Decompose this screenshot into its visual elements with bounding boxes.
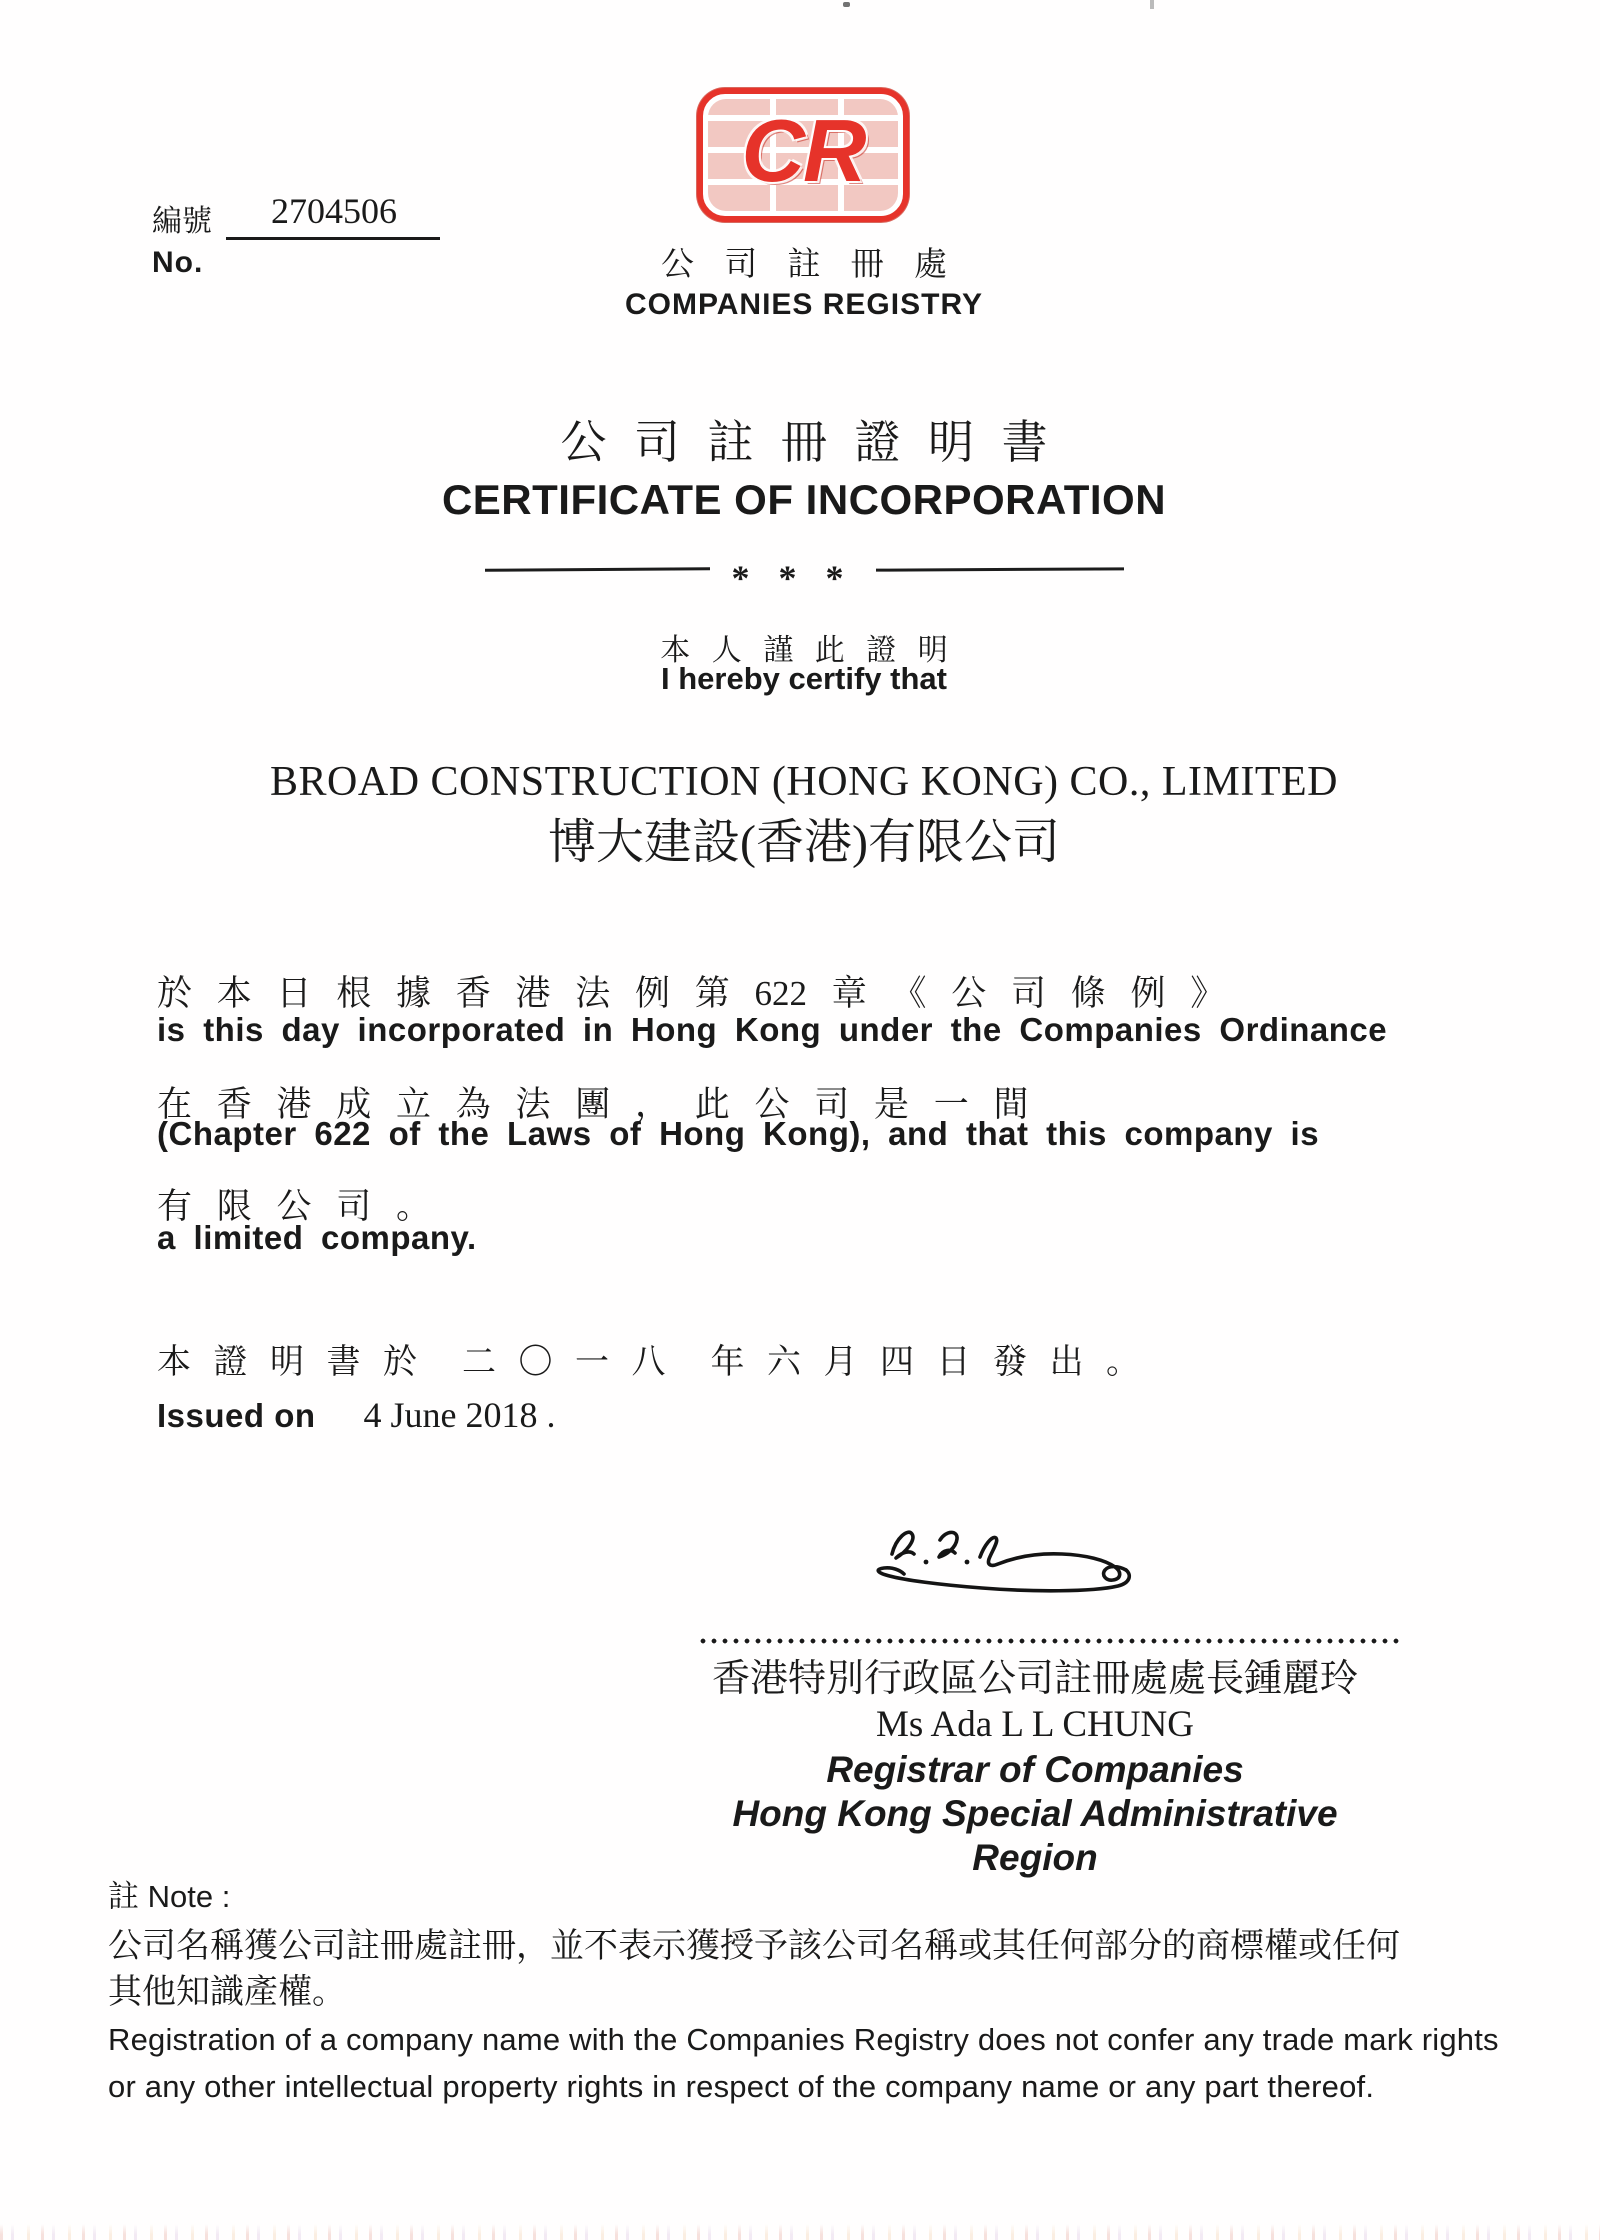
registrar-signature-image <box>862 1520 1148 1602</box>
issued-on-label: Issued on <box>157 1397 316 1434</box>
divider-line-right <box>875 567 1123 571</box>
certify-statement-cn: 本 人 謹 此 證 明 <box>660 634 948 667</box>
body-paragraph-1-en: is this day incorporated in Hong Kong under the Companies Ordinance <box>157 1011 1388 1048</box>
body-paragraph-3-cn: 有 限 公 司 。 <box>157 1187 432 1226</box>
title-divider <box>8 548 1600 598</box>
companies-registry-logo <box>697 88 909 222</box>
note-cn-line2: 其他知識產權。 <box>108 1974 346 2011</box>
certificate-title-cn: 公 司 註 冊 證 明 書 <box>560 417 1048 468</box>
scan-speck <box>1150 0 1154 9</box>
logo-brick-background <box>708 99 898 211</box>
divider-stars: * * * <box>731 558 854 598</box>
body-paragraph-1-cn: 於 本 日 根 據 香 港 法 例 第 622 章 《 公 司 條 例 》 <box>157 974 1226 1013</box>
cr-logo-letters: CR <box>741 101 865 200</box>
note-cn-line1: 公司名稱獲公司註冊處註冊，並不表示獲授予該公司名稱或其任何部分的商標權或任何 <box>108 1928 1400 1965</box>
body-paragraph-2-cn: 在 香 港 成 立 為 法 團 ， 此 公 司 是 一 間 <box>157 1085 1029 1124</box>
company-name-cn: 博大建設(香港)有限公司 <box>548 816 1060 869</box>
registrar-title-en: Registrar of Companies <box>826 1749 1244 1790</box>
issued-statement-cn: 本 證 明 書 於 二 〇 一 八 年 六 月 四 日 發 出 。 <box>157 1344 1140 1381</box>
certificate-title-en: CERTIFICATE OF INCORPORATION <box>441 476 1167 523</box>
registrar-region: Hong Kong Special Administrative Region <box>732 1793 1338 1878</box>
signature-dotted-line <box>698 1638 1400 1644</box>
certificate-number: 2704506 <box>271 191 397 231</box>
note-label: 註 Note : <box>108 1879 231 1914</box>
scan-speck <box>843 2 850 7</box>
signatory-block <box>685 1656 1385 1880</box>
registry-name-cn: 公 司 註 冊 處 <box>661 247 947 283</box>
registrar-name: Ms Ada L L CHUNG <box>876 1704 1194 1745</box>
registrar-title-cn: 香港特別行政區公司註冊處處長鍾麗玲 <box>711 1658 1358 1700</box>
scan-edge-noise-band <box>0 2224 1600 2240</box>
note-block <box>108 1876 1528 2110</box>
number-label-en: No. <box>152 246 204 279</box>
issued-date-period: . <box>546 1395 556 1435</box>
note-en-line1: Registration of a company name with the Companies Registry does not confer any trade mark rights <box>108 2022 1499 2057</box>
company-name-en: BROAD CONSTRUCTION (HONG KONG) CO., LIMITED <box>270 759 1338 805</box>
issued-statement-en <box>157 1394 556 1436</box>
body-paragraph-3-en: a limited company. <box>157 1219 477 1256</box>
certify-statement-en: I hereby certify that <box>661 661 947 696</box>
registry-name-en: COMPANIES REGISTRY <box>624 288 984 321</box>
note-en-line2: or any other intellectual property rights in respect of the company name or any part thereof. <box>108 2069 1375 2104</box>
issued-date: 4 June 2018 <box>363 1395 538 1435</box>
number-label-cn: 編號 <box>152 205 212 238</box>
body-paragraph-2-en: (Chapter 622 of the Laws of Hong Kong), and that this company is <box>157 1115 1320 1152</box>
divider-line-left <box>484 567 709 572</box>
